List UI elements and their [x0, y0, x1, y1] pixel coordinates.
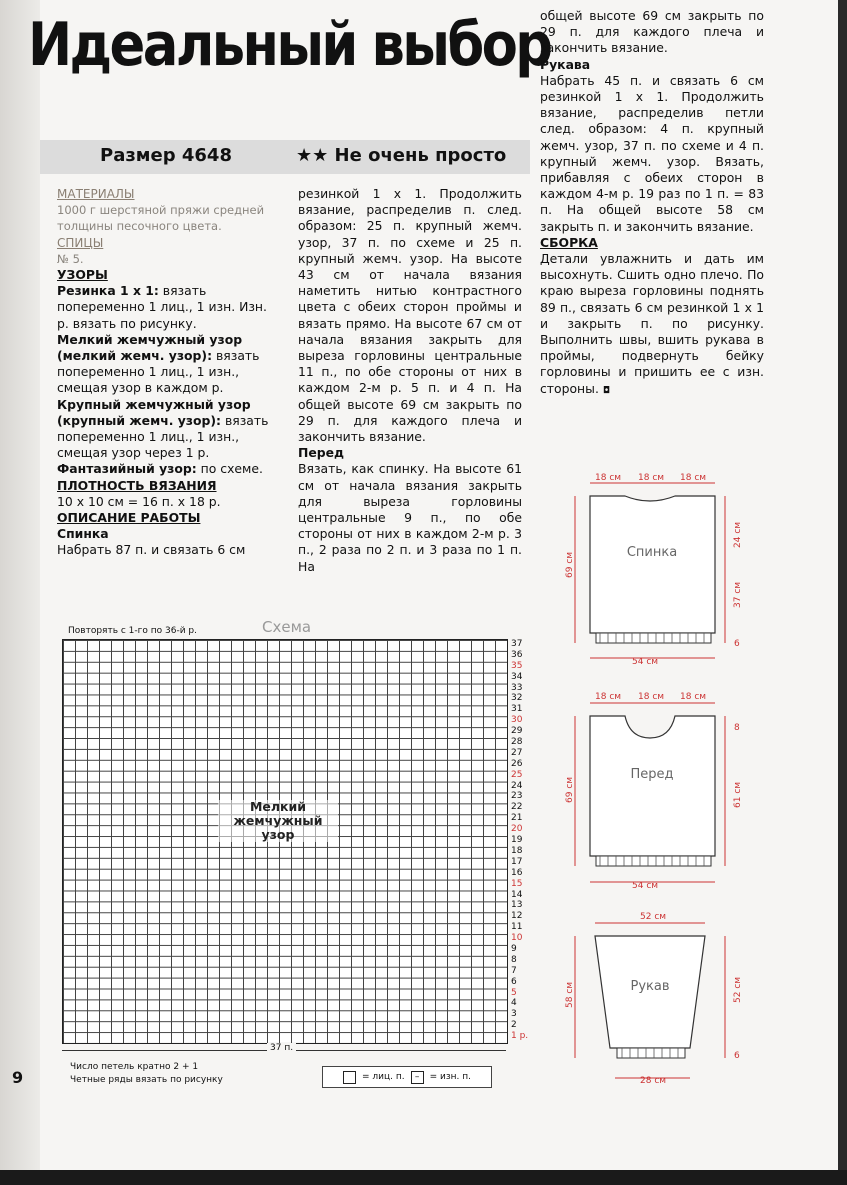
row-number: 4: [511, 998, 517, 1009]
row-number: 15: [511, 878, 523, 889]
row-number: 30: [511, 715, 523, 726]
assembly-heading: СБОРКА: [540, 234, 598, 250]
front-text: Вязать, как спинку. На высоте 61 см от начала вязания закрыть для выреза горловины центральные 9 п., по обе стороны от них в каждом 2-м р. 3 п., 2 раза по 2 п. и 3 раза по 1 п. На: [298, 461, 522, 574]
row-number: 12: [511, 911, 523, 922]
sleeve-top: 52 см: [640, 912, 667, 922]
row-number: 7: [511, 965, 517, 976]
row-number: 18: [511, 845, 523, 856]
sleeve-cuff-width: 28 см: [640, 1076, 667, 1086]
back-label: Спинка: [626, 545, 678, 560]
row-number: 24: [511, 780, 523, 791]
difficulty-label: ★★ Не очень просто: [296, 145, 507, 166]
row-number: 31: [511, 704, 523, 715]
materials-text: 1000 г шерстяной пряжи средней толщины песочного цвета.: [57, 203, 265, 234]
stitch-count: [62, 1045, 506, 1055]
page-gutter: [0, 0, 40, 1185]
front-height: 69 см: [565, 776, 575, 803]
back-body: 37 см: [733, 581, 743, 608]
scheme-note-2: Четные ряды вязать по рисунку: [70, 1075, 223, 1085]
row-number: 28: [511, 737, 523, 748]
back-text: Набрать 87 п. и связать 6 см: [57, 542, 246, 558]
back-top-2: 18 см: [638, 473, 665, 483]
assembly-text: Детали увлажнить и дать им высохнуть. Сшить одно плечо. По краю выреза горловины поднять 89 п., связать 6 см резинкой 1 х 1 и закрыть п. по рисунку. Выполнить швы, вшить рукава в проймы, подвернуть бейку горловины и пришить ее с изн. стороны. ◘: [540, 251, 764, 396]
front-body: 61 см: [733, 781, 743, 808]
row-number: 29: [511, 726, 523, 737]
legend-purl: = изн. п.: [429, 1072, 471, 1082]
row-number: 10: [511, 933, 523, 944]
front-top-3: 18 см: [680, 692, 707, 702]
row-number: 34: [511, 671, 523, 682]
row-number: 14: [511, 889, 523, 900]
row-number: 25: [511, 769, 523, 780]
front-top-1: 18 см: [595, 692, 622, 702]
row-number: 20: [511, 824, 523, 835]
sleeve-body: 52 см: [733, 976, 743, 1003]
back-top-1: 18 см: [595, 473, 622, 483]
scheme-title: Схема: [262, 618, 312, 636]
fancy-pattern: Фантазийный узор: по схеме.: [57, 461, 263, 477]
row-number: 35: [511, 660, 523, 671]
row-number: 19: [511, 835, 523, 846]
row-number: 1 р.: [511, 1031, 529, 1042]
row-number: 26: [511, 758, 523, 769]
row-number: 16: [511, 867, 523, 878]
needles-text: № 5.: [57, 251, 84, 266]
page-title: Идеальный выбор: [28, 10, 551, 80]
materials-heading: МАТЕРИАЛЫ: [57, 187, 135, 201]
legend-knit: = лиц. п.: [362, 1072, 405, 1082]
scan-edge: [838, 0, 847, 1185]
rib-pattern: Резинка 1 х 1: вязать попеременно 1 лиц., 1 изн. Изн. р. вязать по рисунку.: [57, 283, 267, 331]
garment-diagrams: [560, 468, 760, 1088]
row-number: 32: [511, 693, 523, 704]
front-outline: [590, 716, 715, 856]
column-2: [298, 186, 522, 575]
row-number: 36: [511, 649, 523, 660]
sleeve-height: 58 см: [565, 981, 575, 1008]
page-number: 9: [12, 1068, 24, 1087]
scheme-pattern-label: Мелкий жемчужный узор: [218, 800, 338, 842]
scheme-repeat-note: Повторять с 1-го по 36-й р.: [68, 626, 197, 636]
column-1: [57, 186, 279, 559]
size-label: Размер 4648: [100, 145, 232, 166]
row-number: 6: [511, 976, 517, 987]
row-number: 27: [511, 747, 523, 758]
row-number: 21: [511, 813, 523, 824]
front-width: 54 см: [632, 881, 659, 891]
front-label: Перед: [630, 767, 674, 782]
row-number: 23: [511, 791, 523, 802]
front-neck-depth: 8: [734, 723, 740, 733]
back-height: 69 см: [565, 551, 575, 578]
sleeves-heading: Рукава: [540, 56, 591, 72]
row-number: 13: [511, 900, 523, 911]
knit-symbol-icon: [343, 1071, 356, 1084]
row-number: 37: [511, 639, 523, 649]
sleeve-rib: [617, 1048, 685, 1058]
row-number: 2: [511, 1020, 517, 1031]
density-text: 10 х 10 см = 16 п. х 18 р.: [57, 493, 221, 509]
row-number: 8: [511, 954, 517, 965]
back-armhole: 24 см: [733, 521, 743, 548]
column-3: [540, 8, 764, 399]
back-heading: Спинка: [57, 526, 109, 542]
sleeve-rib-height: 6: [734, 1051, 740, 1061]
description-heading: ОПИСАНИЕ РАБОТЫ: [57, 510, 201, 526]
density-heading: ПЛОТНОСТЬ ВЯЗАНИЯ: [57, 477, 217, 493]
scan-bottom-edge: [0, 1170, 847, 1185]
row-number: 11: [511, 922, 523, 933]
scheme-note-1: Число петель кратно 2 + 1: [70, 1062, 199, 1072]
stitch-count-label: 37 п.: [267, 1043, 296, 1053]
sleeves-text: Набрать 45 п. и связать 6 см резинкой 1 х 1. Продолжить вязание, распределив петли след. образом: 4 п. крупный жемч. узор, 37 п. по схеме и 4 п. крупный жемч. узор. Вязать, прибавляя с обеих сторон в каждом 4-м р. 19 раз по 1 п. = 83 п. На общей высоте 58 см закрыть п. и закончить вязание.: [540, 72, 764, 234]
sleeve-label: Рукав: [630, 979, 670, 994]
purl-symbol-icon: –: [411, 1071, 424, 1084]
back-width: 54 см: [632, 657, 659, 667]
needles-heading: СПИЦЫ: [57, 235, 104, 250]
back-text-cont: резинкой 1 х 1. Продолжить вязание, распределив п. след. образом: 25 п. крупный жемч. узор, 37 п. по схеме и 25 п. крупный жемч. узор. На высоте 43 см от начала вязания наметить нитью контрастного цвета с обеих сторон проймы и вязать прямо. На высоте 67 см от начала вязания закрыть для выреза горловины центральные 11 п., по обе стороны от них в каждом 2-м р. 5 п. и 4 п. На общей высоте 69 см закрыть по 29 п. для каждого плеча и закончить вязание.: [298, 186, 522, 445]
back-rib-height: 6: [734, 639, 740, 649]
row-number: 33: [511, 682, 523, 693]
back-outline: [590, 496, 715, 633]
small-pearl-pattern: Мелкий жемчужный узор (мелкий жемч. узор): вязать попеременно 1 лиц., 1 изн., смещая узор в каждом р.: [57, 331, 260, 396]
scheme-legend: [322, 1066, 492, 1088]
row-number: 22: [511, 802, 523, 813]
back-top-3: 18 см: [680, 473, 707, 483]
back-rib: [596, 633, 711, 643]
row-number: 5: [511, 987, 517, 998]
front-heading: Перед: [298, 445, 345, 461]
row-number: 9: [511, 943, 517, 954]
row-number: 3: [511, 1009, 517, 1020]
front-rib: [596, 856, 711, 866]
patterns-heading: УЗОРЫ: [57, 267, 108, 283]
front-text-cont: общей высоте 69 см закрыть по 29 п. для каждого плеча и закончить вязание.: [540, 8, 764, 56]
row-number: 17: [511, 856, 523, 867]
front-top-2: 18 см: [638, 692, 665, 702]
large-pearl-pattern: Крупный жемчужный узор (крупный жемч. узор): вязать попеременно 1 лиц., 1 изн., смещая узор через 1 р.: [57, 396, 269, 461]
